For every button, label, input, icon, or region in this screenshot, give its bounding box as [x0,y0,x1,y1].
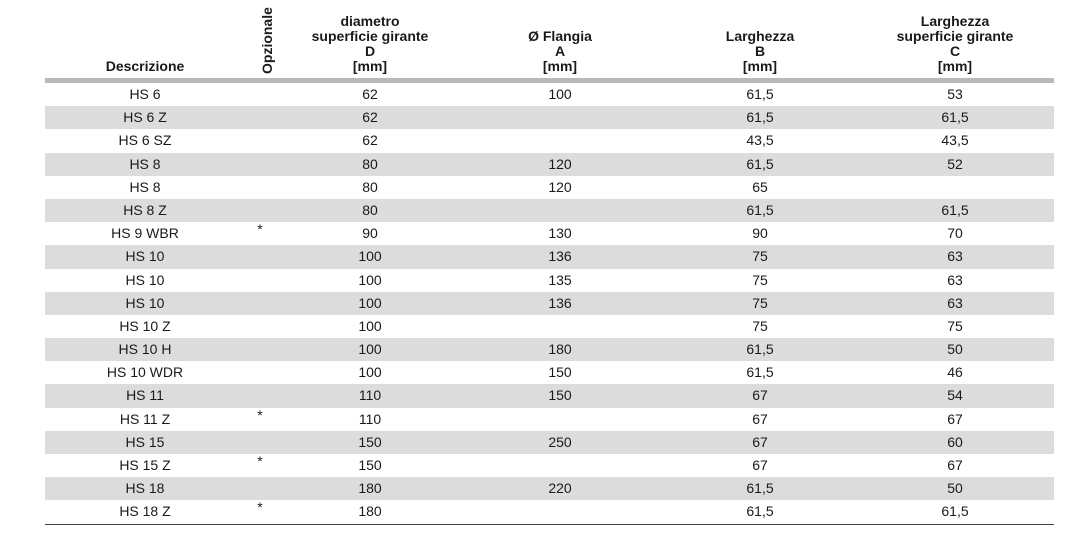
cell-flangia: 120 [548,178,572,195]
table-row [45,83,1054,106]
table-row [45,245,1054,268]
cell-larghezza: 61,5 [746,341,774,358]
table-body [45,83,1054,524]
cell-descrizione: HS 8 Z [123,201,167,218]
spec-table [45,0,1054,525]
cell-diametro: 150 [358,457,382,473]
cell-larghezza: 90 [752,225,768,242]
table-row [45,269,1054,292]
header-line: [mm] [937,58,973,74]
cell-larghezza-superficie: 43,5 [941,132,969,149]
cell-descrizione: HS 10 Z [119,317,171,334]
cell-diametro: 110 [358,387,382,404]
cell-diametro: 180 [358,480,382,497]
cell-larghezza-superficie: 61,5 [941,503,969,520]
cell-larghezza-superficie: 52 [947,155,963,172]
cell-larghezza: 65 [752,178,768,195]
cell-larghezza: 67 [752,387,768,404]
cell-opzionale: * [257,406,263,423]
cell-larghezza: 61,5 [746,109,774,126]
cell-flangia: 250 [548,433,572,450]
table-row [45,153,1054,176]
cell-descrizione: HS 15 [125,433,165,450]
header-larghezza [675,29,845,74]
cell-larghezza: 61,5 [746,503,774,520]
cell-larghezza-superficie: 61,5 [941,109,969,126]
cell-diametro: 100 [358,271,382,288]
cell-opzionale: * [257,221,263,238]
cell-larghezza: 75 [752,271,768,288]
cell-larghezza-superficie: 50 [947,341,963,358]
header-line: A [554,43,566,59]
header-line: Larghezza [920,13,990,29]
cell-diametro: 150 [358,433,382,450]
header-line: Ø Flangia [528,28,592,44]
cell-diametro: 100 [358,248,382,265]
cell-descrizione: HS 10 [125,294,165,311]
header-line: superficie girante [311,28,429,44]
cell-flangia: 100 [548,86,572,102]
cell-larghezza-superficie: 63 [947,248,963,265]
cell-diametro: 110 [358,410,382,427]
cell-larghezza: 67 [752,410,768,427]
cell-flangia: 136 [548,294,572,311]
cell-flangia: 135 [548,271,572,288]
header-line: Larghezza [725,28,795,44]
cell-opzionale: * [257,499,263,516]
header-line: [mm] [352,58,388,74]
cell-descrizione: HS 10 H [118,341,172,358]
cell-larghezza: 61,5 [746,86,774,102]
header-descrizione [75,59,215,74]
header-line: diametro [340,13,400,29]
cell-diametro: 100 [358,317,382,334]
cell-flangia: 150 [548,387,572,404]
cell-descrizione: HS 10 [125,248,165,265]
header-line: [mm] [742,58,778,74]
cell-larghezza: 75 [752,248,768,265]
table-row [45,315,1054,338]
cell-diametro: 100 [358,364,382,381]
cell-larghezza-superficie: 50 [947,480,963,497]
table-row [45,454,1054,477]
table-row [45,292,1054,315]
cell-diametro: 180 [358,503,382,520]
table-row [45,408,1054,431]
cell-larghezza-superficie: 61,5 [941,201,969,218]
cell-diametro: 100 [358,341,382,358]
cell-diametro: 62 [362,132,378,149]
table-row [45,477,1054,500]
cell-larghezza-superficie: 60 [947,433,963,450]
cell-flangia: 150 [548,364,572,381]
header-larghezza-superficie [870,14,1040,74]
cell-descrizione: HS 8 [129,178,161,195]
cell-opzionale: * [257,453,263,469]
table-row [45,500,1054,523]
cell-larghezza: 61,5 [746,155,774,172]
cell-larghezza-superficie: 75 [947,317,963,334]
header-line: [mm] [542,58,578,74]
cell-flangia: 130 [548,225,572,242]
cell-larghezza: 75 [752,317,768,334]
cell-diametro: 62 [362,109,378,126]
cell-diametro: 80 [362,201,378,218]
cell-larghezza-superficie: 70 [947,225,963,242]
cell-larghezza: 61,5 [746,364,774,381]
table-row [45,199,1054,222]
cell-descrizione: HS 9 WBR [111,225,179,242]
cell-flangia: 136 [548,248,572,265]
table-row [45,176,1054,199]
cell-larghezza: 67 [752,433,768,450]
cell-descrizione: HS 8 [129,155,161,172]
cell-larghezza: 61,5 [746,201,774,218]
table-row [45,361,1054,384]
cell-larghezza-superficie: 67 [947,457,963,473]
table-row [45,338,1054,361]
header-line: C [949,43,961,59]
cell-larghezza: 67 [752,457,768,473]
cell-diametro: 90 [362,225,378,242]
table-row [45,222,1054,245]
cell-larghezza: 61,5 [746,480,774,497]
cell-descrizione: HS 18 [125,480,165,497]
header-line: D [364,43,376,59]
table-row [45,129,1054,152]
cell-descrizione: HS 11 Z [119,410,171,427]
header-diametro [280,14,460,74]
bottom-rule [45,524,1054,525]
cell-descrizione: HS 6 Z [123,109,167,126]
cell-larghezza-superficie: 67 [947,410,963,427]
cell-larghezza: 43,5 [746,132,774,149]
table-row [45,431,1054,454]
header-opzionale-label: Opzionale [259,7,275,74]
header-line: Descrizione [105,58,185,74]
cell-larghezza-superficie: 63 [947,294,963,311]
table-row [45,106,1054,129]
cell-flangia: 180 [548,341,572,358]
header-flangia [475,29,645,74]
cell-descrizione: HS 10 WDR [106,364,184,381]
cell-flangia: 220 [548,480,572,497]
cell-larghezza-superficie: 46 [947,364,963,381]
cell-larghezza-superficie: 54 [947,387,963,404]
cell-descrizione: HS 6 [129,86,161,102]
header-line: superficie girante [896,28,1014,44]
cell-diametro: 80 [362,178,378,195]
cell-descrizione: HS 18 Z [119,503,171,520]
cell-diametro: 62 [362,86,378,102]
cell-diametro: 100 [358,294,382,311]
cell-larghezza-superficie: 53 [947,86,963,102]
cell-descrizione: HS 15 Z [119,457,171,473]
cell-larghezza: 75 [752,294,768,311]
table-header [45,0,1054,78]
table-row [45,384,1054,407]
header-opzionale [254,0,275,74]
cell-diametro: 80 [362,155,378,172]
cell-larghezza-superficie: 63 [947,271,963,288]
cell-descrizione: HS 6 SZ [118,132,172,149]
cell-descrizione: HS 11 [126,387,164,404]
cell-descrizione: HS 10 [125,271,165,288]
header-line: B [754,43,766,59]
cell-flangia: 120 [548,155,572,172]
